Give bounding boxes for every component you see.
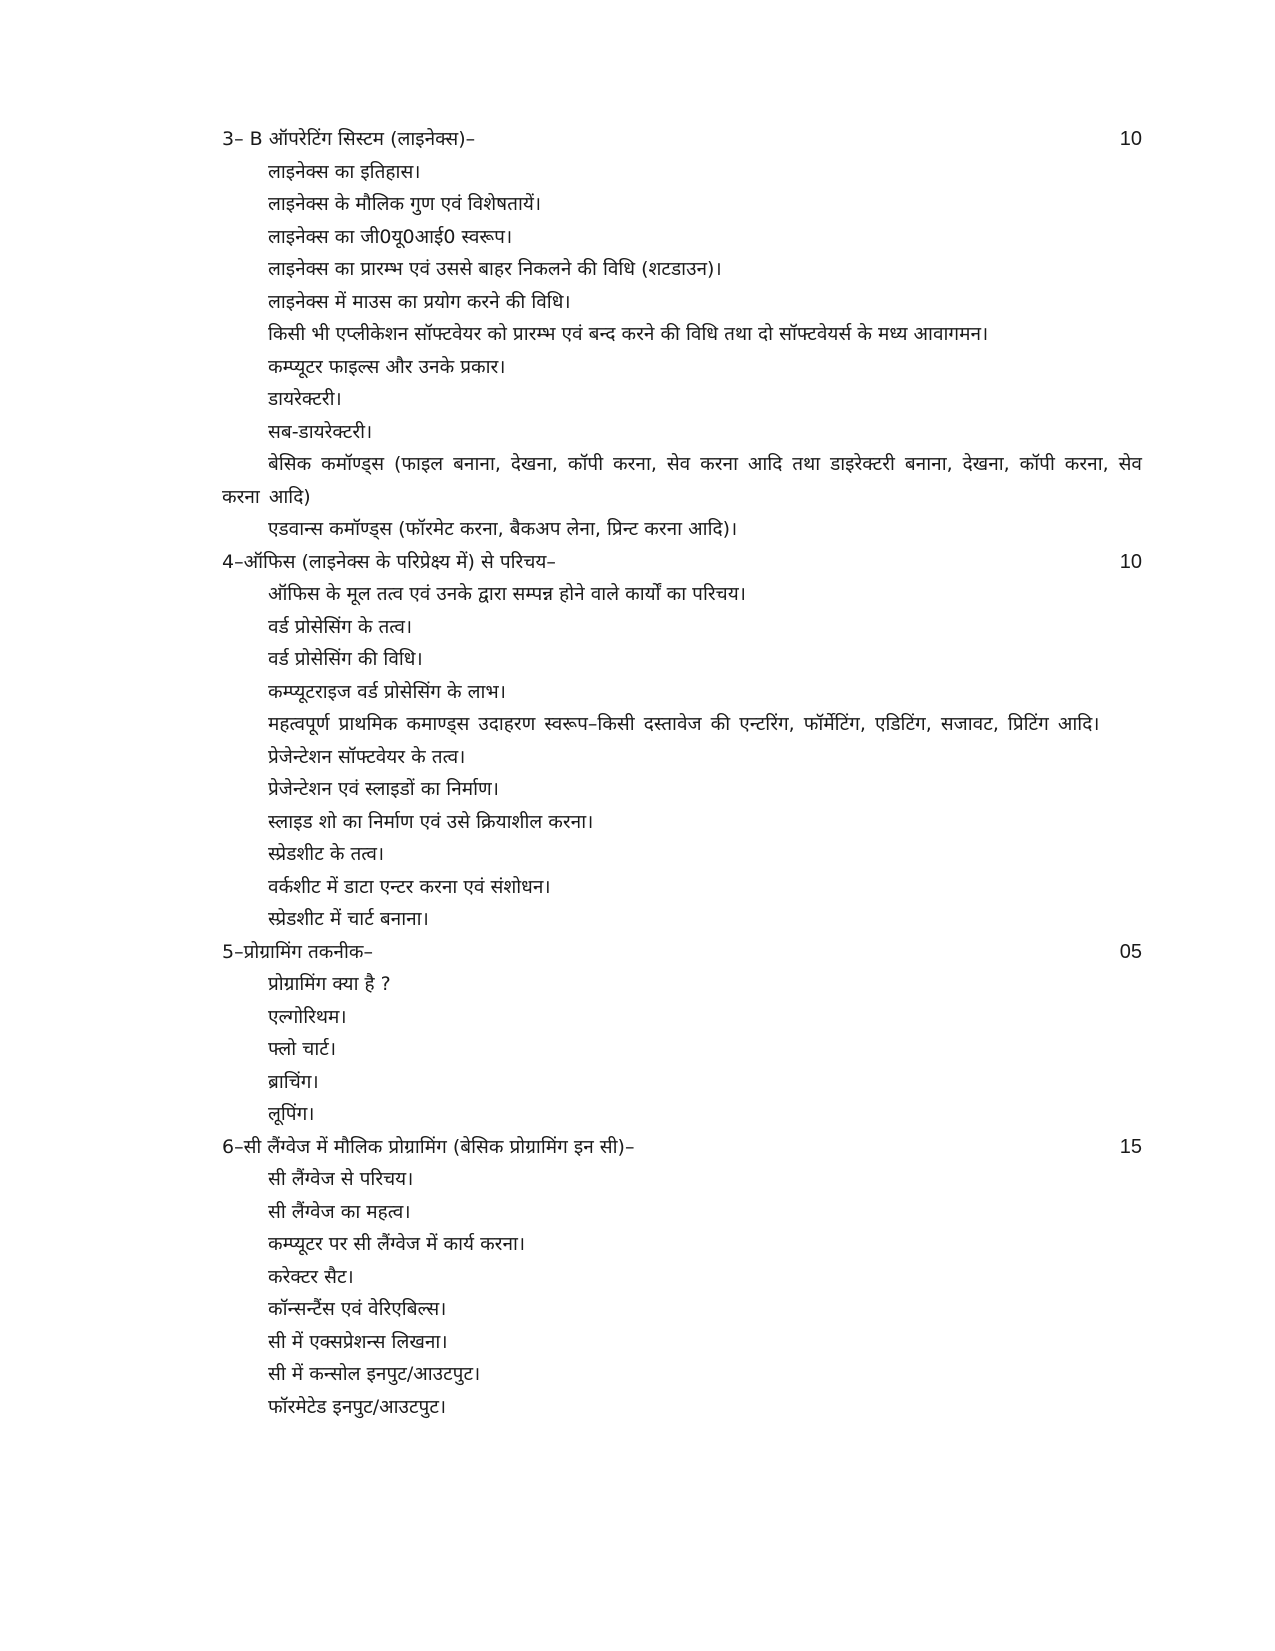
section-header bbox=[222, 936, 1142, 969]
topic-item: स्लाइड शो का निर्माण एवं उसे क्रियाशील करना। bbox=[268, 810, 594, 833]
topic-item: लाइनेक्स का इतिहास। bbox=[268, 160, 421, 183]
section-header bbox=[222, 1131, 1142, 1164]
topic-list bbox=[222, 968, 1142, 1131]
topic-item: एडवान्स कमॉण्ड्स (फॉरमेट करना, बैकअप लेना, प्रिन्ट करना आदि)। bbox=[268, 518, 738, 540]
topic-item: कम्प्यूटर पर सी लैंग्वेज में कार्य करना। bbox=[268, 1233, 526, 1255]
topic-item: करेक्टर सैट। bbox=[268, 1265, 354, 1288]
topic-list bbox=[222, 1163, 1142, 1423]
section-6 bbox=[222, 1131, 1142, 1424]
section-marks: 05 bbox=[1119, 940, 1142, 963]
topic-item: प्रेजेन्टेशन एवं स्लाइडों का निर्माण। bbox=[268, 778, 499, 800]
topic-item: वर्ड प्रोसेसिंग की विधि। bbox=[268, 648, 423, 670]
topic-item: बेसिक कमॉण्ड्स (फाइल बनाना, देखना, कॉपी करना, सेव करना आदि तथा डाइरेक्टरी बनाना, देखना, कॉपी करना, सेव करना आदि) bbox=[222, 453, 1142, 508]
topic-list bbox=[222, 156, 1142, 546]
section-title: 4–ऑफिस (लाइनेक्स के परिप्रेक्ष्य में) से परिचय– bbox=[222, 550, 556, 573]
topic-item: लूपिंग। bbox=[268, 1103, 315, 1125]
topic-item: सी में कन्सोल इनपुट/आउटपुट। bbox=[268, 1363, 481, 1385]
topic-item: वर्ड प्रोसेसिंग के तत्व। bbox=[268, 615, 413, 638]
topic-item: लाइनेक्स में माउस का प्रयोग करने की विधि। bbox=[268, 290, 571, 313]
section-marks: 15 bbox=[1119, 1135, 1142, 1158]
section-title: 6–सी लैंग्वेज में मौलिक प्रोग्रामिंग (बेसिक प्रोग्रामिंग इन सी)– bbox=[222, 1135, 635, 1158]
section-title: 3– B ऑपरेटिंग सिस्टम (लाइनेक्स)– bbox=[222, 128, 476, 150]
topic-item: लाइनेक्स का जी0यू0आई0 स्वरूप। bbox=[268, 225, 513, 248]
topic-item: लाइनेक्स का प्रारम्भ एवं उससे बाहर निकलने की विधि (शटडाउन)। bbox=[268, 258, 722, 280]
topic-item: स्प्रेडशीट में चार्ट बनाना। bbox=[268, 908, 429, 930]
section-5 bbox=[222, 936, 1142, 1131]
topic-item: सी में एक्सप्रेशन्स लिखना। bbox=[268, 1330, 448, 1353]
section-marks: 10 bbox=[1119, 128, 1142, 150]
topic-item: कम्प्यूटर फाइल्स और उनके प्रकार। bbox=[268, 355, 506, 378]
section-header bbox=[222, 123, 1142, 156]
topic-item: स्प्रेडशीट के तत्व। bbox=[268, 843, 385, 865]
section-4 bbox=[222, 546, 1142, 936]
section-marks: 10 bbox=[1119, 550, 1142, 573]
topic-item: किसी भी एप्लीकेशन सॉफ्टवेयर को प्रारम्भ एवं बन्द करने की विधि तथा दो सॉफ्टवेयर्स के मध्य आवागमन। bbox=[268, 323, 989, 345]
topic-item: प्रेजेन्टेशन सॉफ्टवेयर के तत्व। bbox=[268, 745, 466, 768]
topic-item: सी लैंग्वेज से परिचय। bbox=[268, 1168, 414, 1190]
topic-item: सी लैंग्वेज का महत्व। bbox=[268, 1200, 411, 1223]
section-title: 5–प्रोग्रामिंग तकनीक– bbox=[222, 940, 373, 963]
topic-item: प्रोग्रामिंग क्या है ? bbox=[268, 973, 391, 995]
topic-item: फ्लो चार्ट। bbox=[268, 1038, 337, 1060]
topic-item: डायरेक्टरी। bbox=[268, 388, 342, 410]
syllabus-content bbox=[222, 123, 1142, 1423]
topic-item: ऑफिस के मूल तत्व एवं उनके द्वारा सम्पन्न होने वाले कार्यों का परिचय। bbox=[268, 583, 746, 605]
topic-item: फॉरमेटेड इनपुट/आउटपुट। bbox=[268, 1395, 447, 1418]
topic-item: वर्कशीट में डाटा एन्टर करना एवं संशोधन। bbox=[268, 875, 551, 898]
topic-item: एल्गोरिथम। bbox=[268, 1005, 347, 1028]
section-header bbox=[222, 546, 1142, 579]
section-3b bbox=[222, 123, 1142, 546]
topic-item: ब्राचिंग। bbox=[268, 1070, 319, 1093]
topic-item: कम्प्यूटराइज वर्ड प्रोसेसिंग के लाभ। bbox=[268, 680, 506, 703]
topic-item: लाइनेक्स के मौलिक गुण एवं विशेषतायें। bbox=[268, 193, 542, 215]
topic-item: महत्वपूर्ण प्राथमिक कमाण्ड्स उदाहरण स्वरूप–किसी दस्तावेज की एन्टरिंग, फॉर्मेटिंग, एडिटिंग, सजावट, प्रिटिंग आदि। bbox=[268, 713, 1100, 735]
topic-list bbox=[222, 578, 1142, 936]
topic-item: कॉन्सन्टैंस एवं वेरिएबिल्स। bbox=[268, 1298, 447, 1320]
topic-item: सब-डायरेक्टरी। bbox=[268, 420, 373, 443]
